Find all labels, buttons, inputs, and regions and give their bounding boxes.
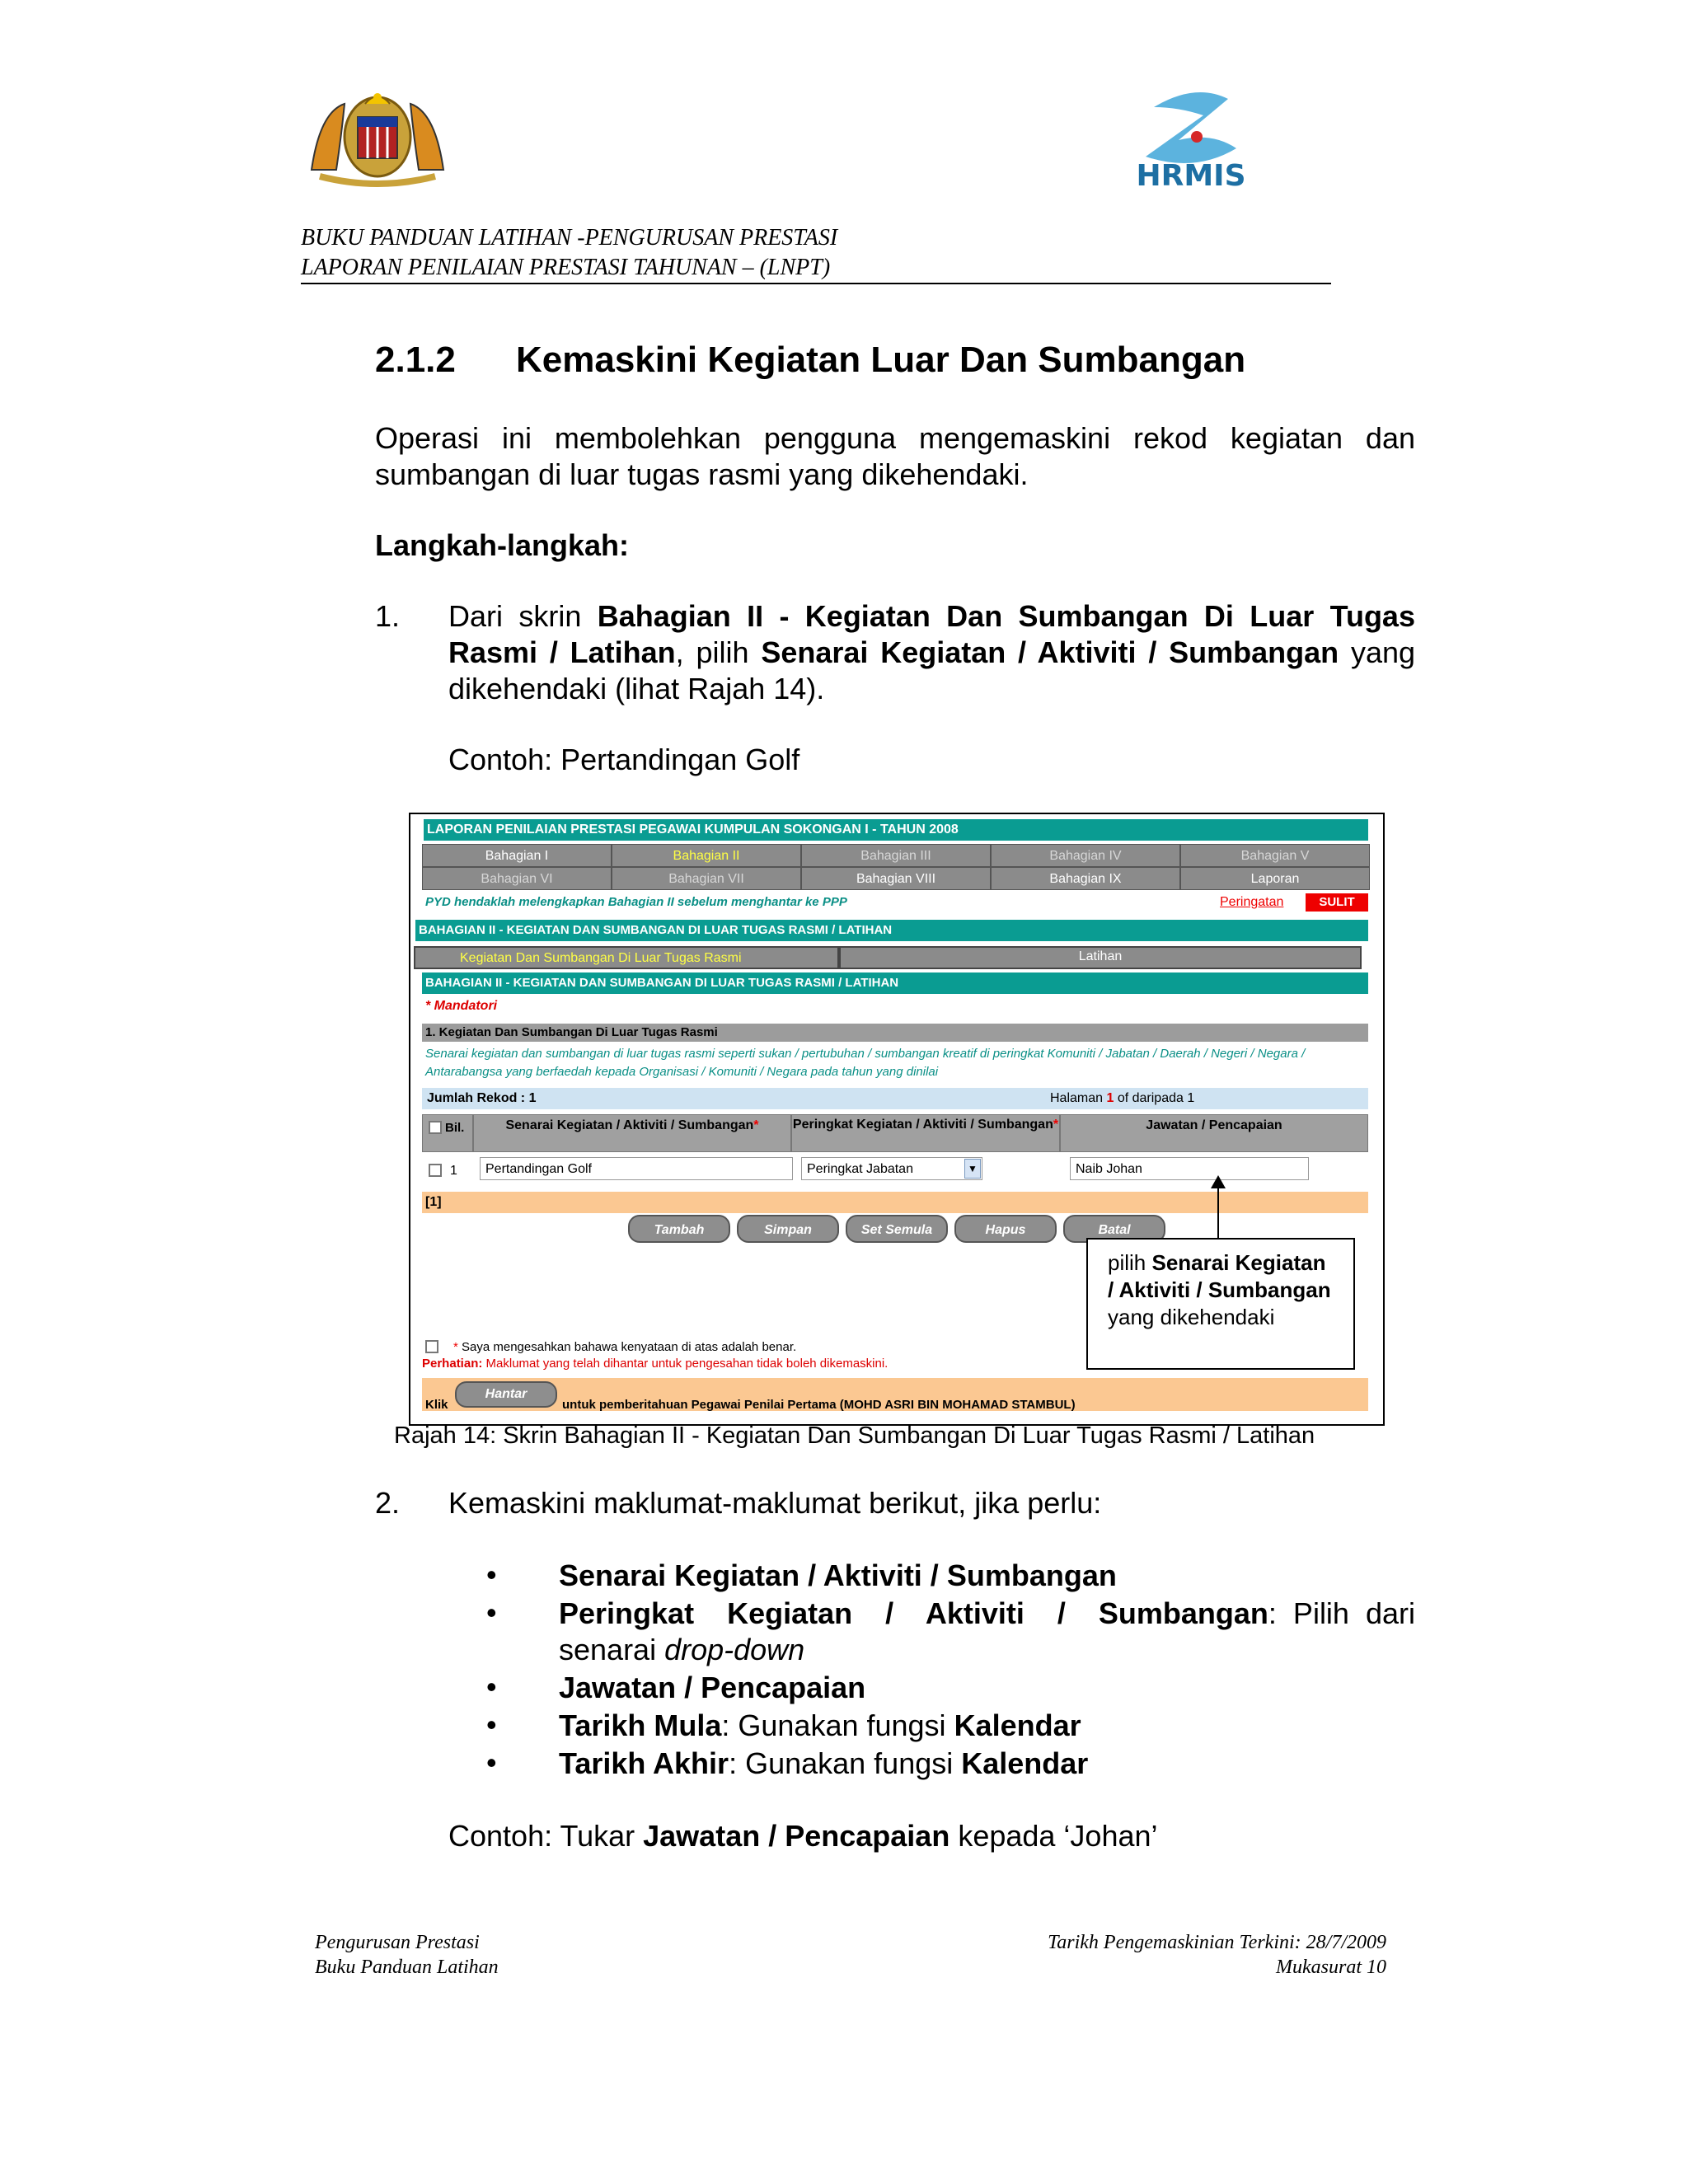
chevron-down-icon[interactable]: ▼ [964,1159,981,1179]
bullet-4: Tarikh Mula: Gunakan fungsi Kalendar [559,1708,1081,1742]
bullet-1: Senarai Kegiatan / Aktiviti / Sumbangan [559,1558,1117,1592]
peringatan-link[interactable]: Peringatan [1220,895,1284,909]
figure-caption: Rajah 14: Skrin Bahagian II - Kegiatan Dan Sumbangan Di Luar Tugas Rasmi / Latihan [394,1422,1315,1449]
col-jawatan: Jawatan / Pencapaian [1060,1114,1368,1152]
tab-laporan[interactable]: Laporan [1180,867,1370,890]
header-title-line1: BUKU PANDUAN LATIHAN -PENGURUSAN PRESTASI [301,225,838,251]
footer-right-line1: Tarikh Pengemaskinian Terkini: 28/7/2009 [1048,1932,1386,1953]
peringkat-select[interactable]: Peringkat Jabatan [801,1157,982,1180]
simpan-button[interactable]: Simpan [737,1215,839,1243]
section-bar: BAHAGIAN II - KEGIATAN DAN SUMBANGAN DI LUAR TUGAS RASMI / LATIHAN [415,920,1368,941]
col-peringkat: Peringkat Kegiatan / Aktiviti / Sumbangan* [791,1114,1060,1152]
bullet-dot: • [486,1746,497,1779]
footer-left-line1: Pengurusan Prestasi [315,1932,480,1953]
hrmis-logo-text: HRMIS [1136,159,1246,193]
jawatan-input[interactable]: Naib Johan [1070,1157,1309,1180]
pager[interactable]: [1] [425,1195,442,1209]
step1-example: Contoh: Pertandingan Golf [448,743,800,776]
tab-bahagian-iii[interactable]: Bahagian III [801,844,991,867]
batal-button[interactable]: Batal [1063,1215,1165,1243]
pyd-note: PYD hendaklah melengkapkan Bahagian II sebelum menghantar ke PPP [425,895,847,909]
bullet-dot: • [486,1708,497,1741]
halaman-text: Halaman 1 of daripada 1 [1050,1091,1195,1105]
sulit-badge: SULIT [1306,893,1368,912]
steps-heading: Langkah-langkah: [375,528,630,562]
set-semula-button[interactable]: Set Semula [846,1215,948,1243]
figure-screenshot [409,813,1385,1426]
subtab-latihan[interactable]: Latihan [1078,949,1123,963]
bullet-dot: • [486,1596,497,1629]
bullet-dot: • [486,1670,497,1704]
senarai-input[interactable]: Pertandingan Golf [480,1157,793,1180]
section-number: 2.1.2 [375,340,456,380]
footer-left-line2: Buku Panduan Latihan [315,1957,499,1978]
report-title-bar: LAPORAN PENILAIAN PRESTASI PEGAWAI KUMPULAN SOKONGAN I - TAHUN 2008 [424,819,1368,841]
row-checkbox[interactable] [429,1164,442,1177]
tab-bahagian-ii[interactable]: Bahagian II [612,844,801,867]
step1-text: Dari skrin Bahagian II - Kegiatan Dan Sumbangan Di Luar Tugas Rasmi / Latihan, pilih Senarai Kegiatan / Aktiviti / Sumbangan yang dikehendaki (lihat Rajah 14). [448,599,1416,705]
bullet-5: Tarikh Akhir: Gunakan fungsi Kalendar [559,1746,1089,1780]
tab-bahagian-viii[interactable]: Bahagian VIII [801,867,991,890]
malaysia-coat-of-arms-logo [303,79,452,191]
example-2: Contoh: Tukar Jawatan / Pencapaian kepada ‘Johan’ [448,1819,1158,1853]
callout-box: pilih Senarai Kegiatan / Aktiviti / Sumbangan yang dikehendaki [1086,1238,1355,1370]
bullet-3: Jawatan / Pencapaian [559,1671,866,1704]
sub-heading-bar: 1. Kegiatan Dan Sumbangan Di Luar Tugas Rasmi [422,1024,1368,1042]
tab-bahagian-vii[interactable]: Bahagian VII [612,867,801,890]
tab-bahagian-ix[interactable]: Bahagian IX [991,867,1180,890]
col-senarai: Senarai Kegiatan / Aktiviti / Sumbangan* [473,1114,791,1152]
footer-right-line2: Mukasurat 10 [1276,1957,1386,1978]
row-number: 1 [450,1164,457,1178]
header-title-line2: LAPORAN PENILAIAN PRESTASI TAHUNAN – (LNPT) [301,255,831,280]
subtab-kegiatan[interactable]: Kegiatan Dan Sumbangan Di Luar Tugas Rasmi [460,951,742,965]
tambah-button[interactable]: Tambah [628,1215,730,1243]
confirm-text: * Saya mengesahkan bahawa kenyataan di atas adalah benar. [453,1340,797,1354]
perhatian-text: Perhatian: Maklumat yang telah dihantar untuk pengesahan tidak boleh dikemaskini. [422,1357,889,1371]
select-all-checkbox[interactable] [429,1121,442,1134]
confirm-checkbox[interactable] [425,1340,438,1353]
klik-label: Klik [425,1398,448,1412]
description-text: Senarai kegiatan dan sumbangan di luar tugas rasmi seperti sukan / pertubuhan / sumbangan kreatif di peringkat Komuniti / Jabatan / Daerah / Negeri / Negara / Antarabangsa yang berfaedah kepada Organisasi / Komuniti / Negara pada tahun yang dinilai [425,1047,1306,1079]
tab-bahagian-v[interactable]: Bahagian V [1180,844,1370,867]
section-title: Kemaskini Kegiatan Luar Dan Sumbangan [516,340,1246,380]
hantar-note: untuk pemberitahuan Pegawai Penilai Pertama (MOHD ASRI BIN MOHAMAD STAMBUL) [562,1398,1076,1412]
step1-number: 1. [375,599,401,633]
header-divider [301,283,1331,284]
step2-text: Kemaskini maklumat-maklumat berikut, jika perlu: [448,1486,1102,1520]
mandatori-note: * Mandatori [425,999,498,1013]
intro-paragraph: Operasi ini membolehkan pengguna mengemaskini rekod kegiatan dan sumbangan di luar tugas rasmi yang dikehendaki. [375,421,1415,491]
bullet-2: Peringkat Kegiatan / Aktiviti / Sumbangan: Pilih dari senarai drop-down [559,1596,1416,1666]
tab-bahagian-iv[interactable]: Bahagian IV [991,844,1180,867]
col-bil: Bil. [445,1121,465,1135]
hapus-button[interactable]: Hapus [954,1215,1057,1243]
step2-number: 2. [375,1486,401,1520]
hrmis-logo [1121,82,1261,198]
bullet-dot: • [486,1558,497,1591]
callout-arrow-line [1217,1185,1219,1238]
tab-bahagian-vi[interactable]: Bahagian VI [422,867,612,890]
hantar-button[interactable]: Hantar [455,1381,557,1408]
jumlah-rekod: Jumlah Rekod : 1 [427,1091,537,1105]
section-bar-2: BAHAGIAN II - KEGIATAN DAN SUMBANGAN DI LUAR TUGAS RASMI / LATIHAN [422,972,1368,994]
arrow-up-icon [1211,1175,1226,1188]
tab-bahagian-i[interactable]: Bahagian I [422,844,612,867]
